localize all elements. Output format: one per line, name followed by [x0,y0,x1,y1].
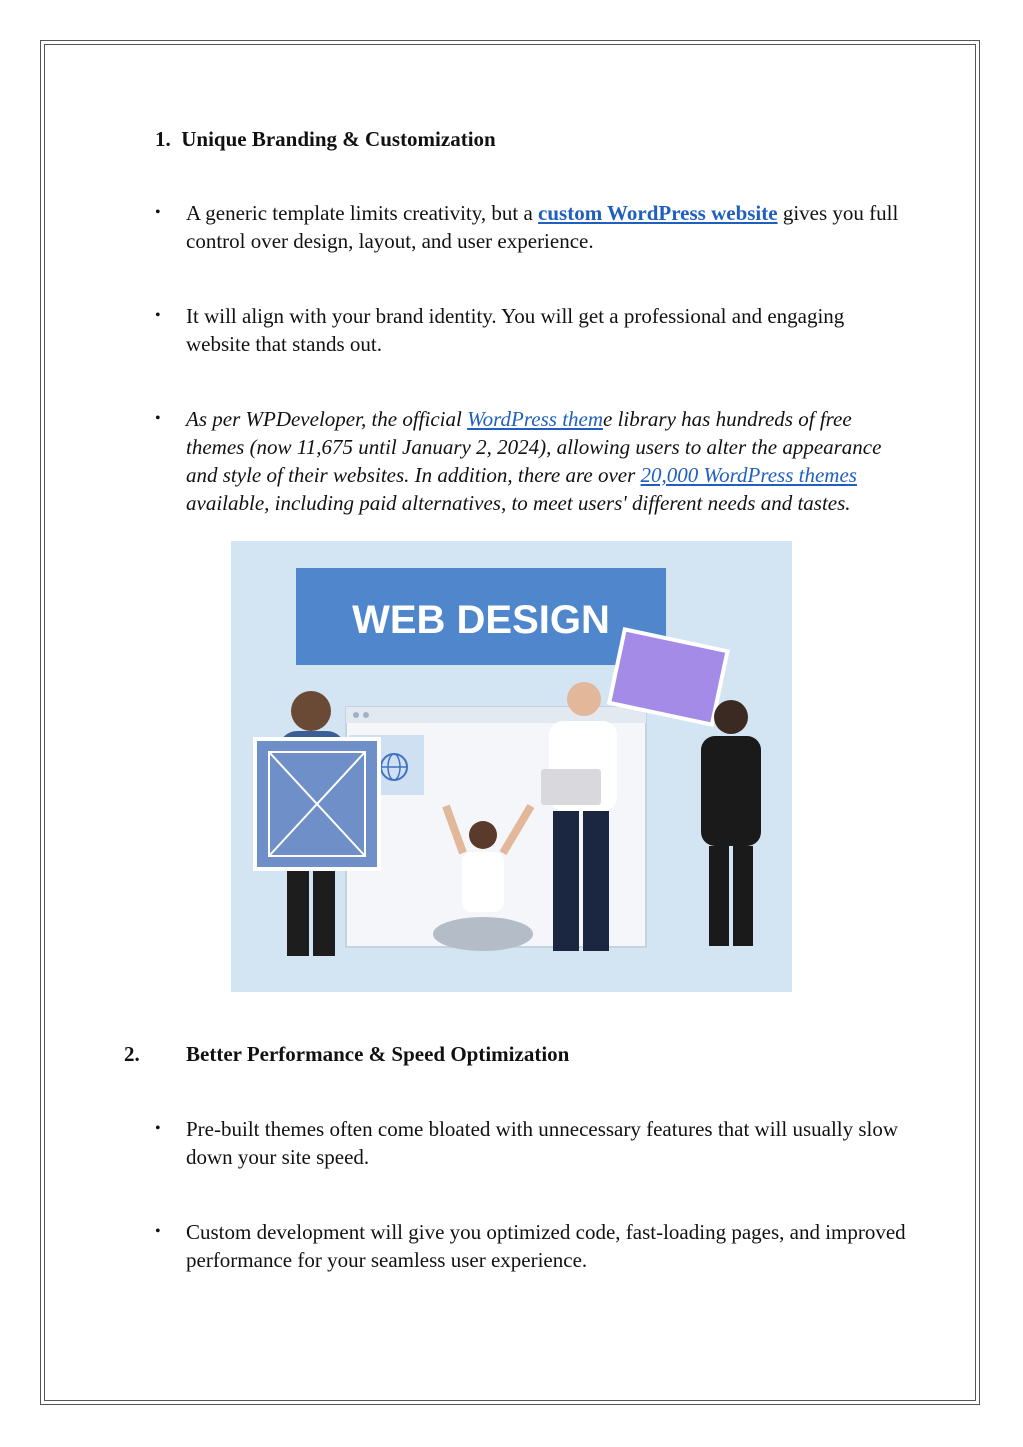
custom-wordpress-website-link[interactable]: custom WordPress website [538,201,778,225]
section-2-title: Better Performance & Speed Optimization [186,1042,570,1066]
bullet-text [186,405,906,517]
bullet-text [186,199,906,255]
banner-text: WEB DESIGN [352,598,610,642]
bullet-icon: • [155,1120,161,1137]
bullet-icon: • [155,204,161,221]
section-2-number: 2. [124,1042,140,1066]
bullet-text: Custom development will give you optimized code, fast-loading pages, and improved performance for your seamless user experience. [186,1220,906,1272]
section-2-heading [124,1041,140,1068]
web-design-illustration [231,541,792,992]
bullet-text-part: e library has hundreds of free themes (now 11,675 until January 2, 2024), allowing users to alter the appearance and style of their websites. In addition, there are over [186,407,882,487]
bullet-icon: • [155,410,161,427]
bullet-text: It will align with your brand identity. You will get a professional and engaging website that stands out. [186,304,845,356]
bullet-text: Pre-built themes often come bloated with unnecessary features that will usually slow down your site speed. [186,1117,899,1169]
bullet-icon: • [155,1223,161,1240]
bullet-text-part: gives you full control over design, layout, and user experience. [186,201,899,253]
wordpress-themes-link[interactable]: 20,000 WordPress themes [640,463,857,487]
bullet-icon: • [155,307,161,324]
bullet-text-part: A generic template limits creativity, but a [186,201,539,225]
section-1-heading [155,126,496,153]
section-1-title: Unique Branding & Customization [181,127,496,151]
bullet-text-part: As per WPDeveloper, the official [186,407,468,431]
bullet-text-part: available, including paid alternatives, to meet users' different needs and tastes. [186,491,851,515]
wordpress-theme-link[interactable]: WordPress them [467,407,604,431]
web-design-image [231,541,792,992]
section-1-number: 1. [155,127,171,151]
